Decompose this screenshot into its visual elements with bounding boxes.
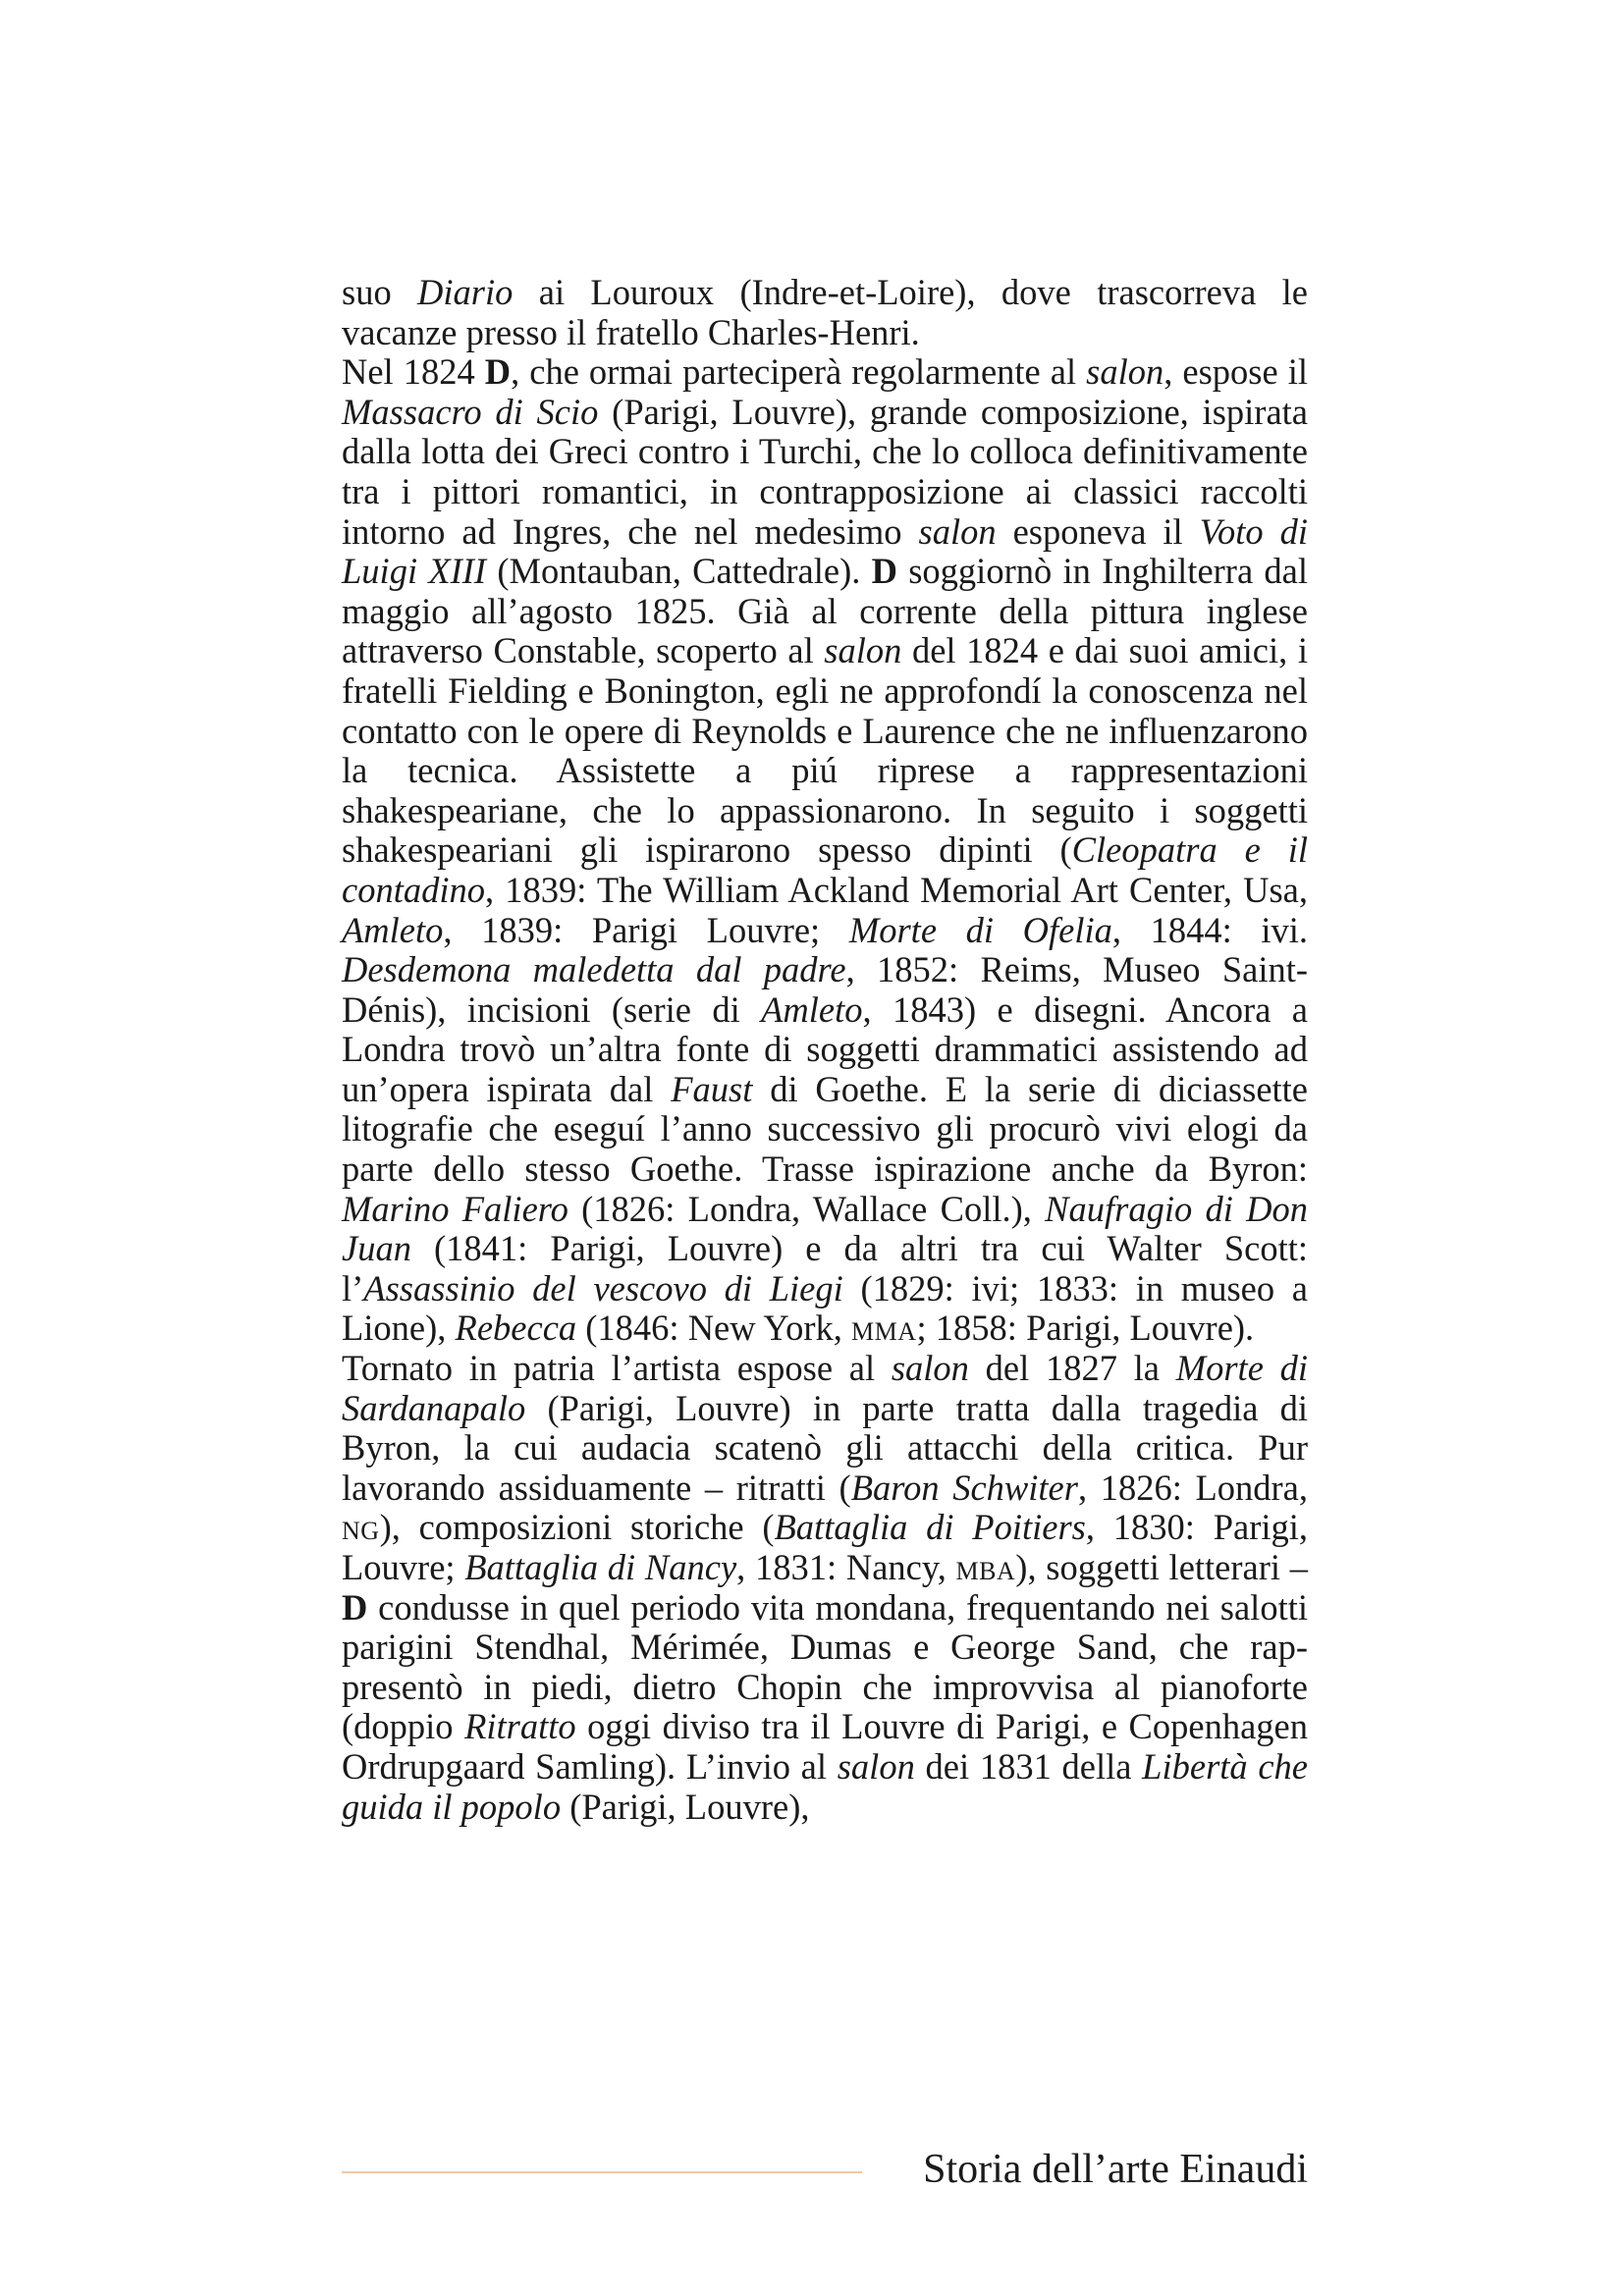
text-run: (Montauban, Cattedrale). bbox=[486, 551, 872, 592]
italic-title: Diario bbox=[417, 272, 514, 312]
text-run: ), soggetti letterari – bbox=[1015, 1547, 1308, 1587]
text-run: , 1844: ivi. bbox=[1111, 909, 1308, 950]
text-run: ; 1858: Parigi, Louvre). bbox=[916, 1308, 1255, 1349]
italic-title: salon bbox=[837, 1745, 915, 1787]
italic-title: Battaglia di Nancy bbox=[464, 1547, 737, 1587]
italic-title: Voto di Luigi XIII bbox=[342, 510, 1308, 592]
text-run: (1826: Londra, Wallace Coll.), bbox=[568, 1188, 1046, 1229]
italic-title: Baron Schwiter bbox=[850, 1467, 1078, 1508]
italic-title: Faust bbox=[671, 1068, 753, 1109]
italic-title: Cleopatra e il contadino bbox=[342, 829, 1308, 910]
italic-title: salon bbox=[1086, 351, 1164, 393]
paragraph-3 bbox=[342, 1349, 1308, 1827]
italic-title: Amleto bbox=[761, 988, 863, 1030]
text-run: , 1839: The William Ackland Memorial Art Center, Usa, bbox=[484, 869, 1308, 910]
text-run: oggi diviso tra il Louvre di Parigi, e Copenhagen Ordrupgaard Samling). L’invio al bbox=[342, 1706, 1309, 1787]
text-run: di Goethe. E la serie di diciassette litografie che eseguí l’anno successivo gli procurò vivi elogi da parte dello stesso Goethe. Trasse ispirazione anche da Byron: bbox=[342, 1068, 1309, 1190]
text-run: ai Louroux (Indre-et-Loire), dove trascorreva le vacanze presso il fratello Charles-Henri. bbox=[342, 272, 1308, 352]
text-run: , espose il bbox=[1163, 351, 1308, 393]
text-run: dei 1831 della bbox=[914, 1745, 1143, 1787]
italic-title: Naufragio di Don Juan bbox=[342, 1188, 1308, 1269]
footer-rule bbox=[342, 2171, 862, 2173]
text-run: soggiornò in Inghilterra dal maggio all’agosto 1825. Già al corrente della pittura inglese attraverso Constable, scoperto al bbox=[342, 551, 1308, 671]
paragraph-1 bbox=[342, 273, 1308, 352]
text-run: , 1826: Londra, bbox=[1077, 1467, 1309, 1508]
artist-initial: D bbox=[484, 351, 512, 393]
museum-abbreviation: mma bbox=[851, 1308, 917, 1349]
footer-title: Storia dell’arte Einaudi bbox=[923, 2147, 1308, 2192]
text-run: (1829: ivi; 1833: in museo a Lione), bbox=[342, 1267, 1308, 1349]
text-run: del 1827 la bbox=[968, 1348, 1176, 1389]
text-run: (Parigi, Louvre) in parte tratta dalla tragedia di Byron, la cui audacia scatenò gli attacchi della critica. Pur lavorando assiduamente – ritratti ( bbox=[342, 1387, 1308, 1508]
italic-title: Assassinio del vescovo di Liegi bbox=[363, 1267, 843, 1308]
text-run: (Parigi, Louvre), grande composizione, ispirata dalla lotta dei Greci contro i Turchi, che lo colloca definitivamente tra i pittori romantici, in contrapposizione ai classici raccolti intorno ad Ingres, che nel medesimo bbox=[342, 391, 1308, 552]
italic-title: salon bbox=[918, 510, 997, 552]
italic-title: salon bbox=[824, 630, 902, 671]
text-run: condusse in quel periodo vita mondana, frequentando nei salotti parigini Stendhal, Mérimée, Dumas e George Sand, che rappresentò in piedi, dietro Chopin che improvvisa al pianoforte (doppio bbox=[342, 1586, 1308, 1747]
museum-abbreviation: mba bbox=[955, 1547, 1016, 1587]
text-run: , 1831: Nancy, bbox=[736, 1547, 956, 1587]
text-run: , 1830: Parigi, Louvre; bbox=[342, 1507, 1309, 1587]
text-run: , che ormai parteciperà regolarmente al bbox=[511, 351, 1087, 393]
text-run: , 1852: Reims, Museo Saint-Dénis), incisioni (serie di bbox=[342, 949, 1308, 1030]
artist-initial: D bbox=[871, 551, 897, 592]
italic-title: Morte di Ofelia bbox=[848, 909, 1112, 950]
paragraph-2 bbox=[342, 352, 1308, 1349]
italic-title: Ritratto bbox=[464, 1706, 576, 1747]
text-run: , 1839: Parigi Louvre; bbox=[443, 909, 849, 950]
italic-title: Rebecca bbox=[455, 1308, 577, 1349]
text-run: ), composizioni storiche ( bbox=[379, 1507, 775, 1548]
body-text bbox=[342, 273, 1308, 1827]
text-run: Nel 1824 bbox=[342, 351, 485, 393]
text-run: , 1843) e disegni. Ancora a Londra trovò un’altra fonte di soggetti drammatici assistendo ad un’opera ispirata dal bbox=[342, 988, 1308, 1109]
italic-title: salon bbox=[891, 1348, 969, 1389]
text-run: Tornato in patria l’artista espose al bbox=[342, 1348, 892, 1389]
text-run: (Parigi, Louvre), bbox=[561, 1786, 810, 1827]
text-run: (1846: New York, bbox=[576, 1308, 852, 1349]
italic-title: Libertà che guida il popolo bbox=[342, 1745, 1309, 1827]
museum-abbreviation: ng bbox=[342, 1507, 380, 1548]
text-run: suo bbox=[342, 272, 418, 312]
text-run: (1841: Parigi, Louvre) e da altri tra cui Walter Scott: l’ bbox=[342, 1228, 1308, 1308]
text-run: del 1824 e dai suoi amici, i fratelli Fielding e Bonington, egli ne approfondí la conoscenza nel contatto con le opere di Reynolds e Laurence che ne influenzarono la tecnica. Assistette a piú riprese a rappresentazioni shakespeariane, che lo appassionarono. In seguito i soggetti shakespeariani gli ispirarono spesso dipinti ( bbox=[342, 630, 1308, 871]
italic-title: Morte di Sardanapalo bbox=[342, 1348, 1308, 1428]
artist-initial: D bbox=[342, 1586, 368, 1628]
italic-title: Amleto bbox=[342, 909, 444, 950]
italic-title: Marino Faliero bbox=[342, 1188, 568, 1229]
italic-title: Desdemona maledetta dal padre bbox=[342, 949, 846, 990]
italic-title: Massacro di Scio bbox=[342, 391, 599, 432]
italic-title: Battaglia di Poitiers bbox=[774, 1507, 1086, 1548]
text-run: esponeva il bbox=[996, 510, 1200, 552]
